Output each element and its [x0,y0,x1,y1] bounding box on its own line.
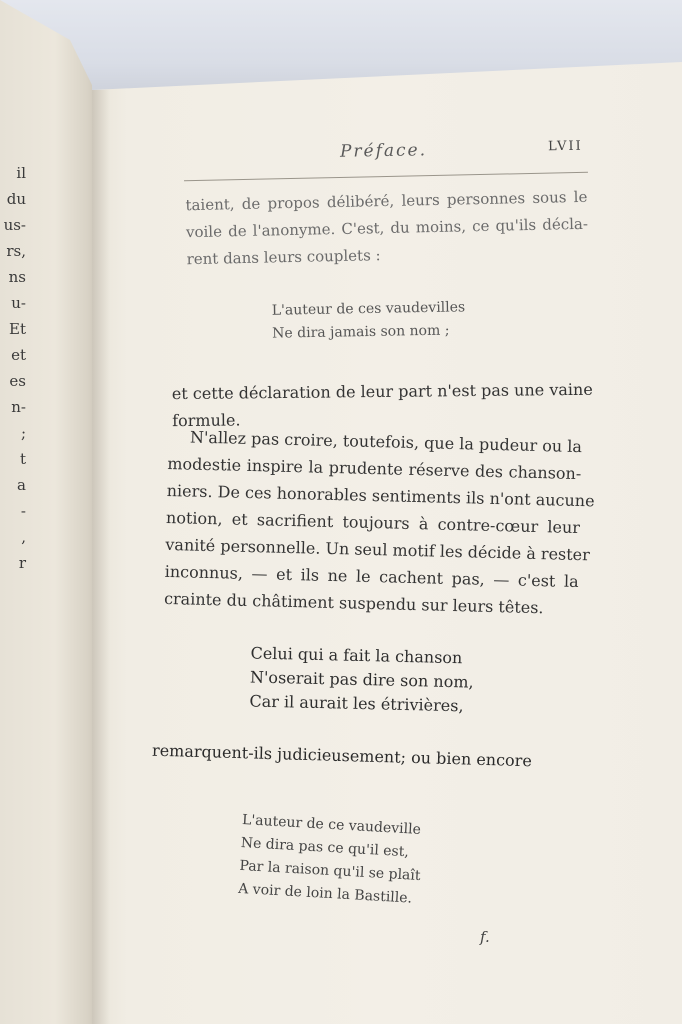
verse-line: A voir de loin la Bastille. [237,880,413,907]
left-page-text-fragments [0,160,26,576]
text-line: formule. [172,410,241,431]
paragraph-4: remarquent-ils judicieusement; ou bien encore [151,740,533,771]
verse-2 [249,641,474,718]
text-line: voile de l'anonyme. C'est, du moins, ce qu'ils décla- [185,214,589,242]
left-fragment: rs, [6,242,26,260]
gutter-shadow [92,90,110,1024]
left-fragment: Et [9,320,26,338]
text-line: notion, et sacrifient toujours à contre-cœur leur [165,507,581,538]
page-number: LVII [547,138,583,155]
left-fragment: - [20,502,26,520]
text-line: inconnus, — et ils ne le cachent pas, — c'est la [164,561,579,592]
left-fragment: ns [8,268,26,286]
text-line: niers. De ces honorables sentiments ils n'ont aucune [166,480,595,511]
verse-line: L'auteur de ces vaudevilles [271,299,466,319]
verse-line: Celui qui a fait la chanson [250,643,463,668]
left-fragment: a [17,476,26,494]
verse-line: Ne dira jamais son nom ; [272,322,450,342]
left-fragment: r [18,554,26,572]
text-line: N'allez pas croire, toutefois, que la pudeur ou la [189,427,583,457]
running-head: Préface. [339,140,428,162]
verse-line: Ne dira pas ce qu'il est, [240,834,410,861]
text-line: vanité personnelle. Un seul motif les décide à rester [165,534,591,565]
text-line: crainte du châtiment suspendu sur leurs têtes. [163,588,544,618]
left-fragment: es [9,372,26,390]
left-fragment: n- [11,398,26,416]
text-line: modestie inspire la prudente réserve des chanson- [167,453,582,484]
signature-mark: f. [480,928,490,946]
left-fragment: t [19,450,26,468]
text-line: taient, de propos délibéré, leurs personnes sous le [185,187,588,215]
left-fragment: il [16,164,26,182]
text-line: rent dans leurs couplets : [186,246,381,269]
left-fragment: us- [3,216,26,234]
verse-line: L'auteur de ce vaudeville [241,812,422,838]
verse-1 [272,296,466,345]
left-fragment: ; [20,424,26,442]
paragraph-1 [185,184,589,273]
text-line: et cette déclaration de leur part n'est pas une vaine [171,379,593,404]
verse-line: Par la raison qu'il se plaît [239,857,421,885]
paragraph-3 [163,423,595,622]
left-fragment: du [6,190,26,208]
left-fragment: u- [11,294,26,312]
verse-line: Car il aurait les étrivières, [249,691,464,716]
left-fragment: , [21,528,26,546]
left-fragment: et [11,346,26,364]
verse-3 [238,809,424,911]
verse-line: N'oserait pas dire son nom, [249,667,474,692]
